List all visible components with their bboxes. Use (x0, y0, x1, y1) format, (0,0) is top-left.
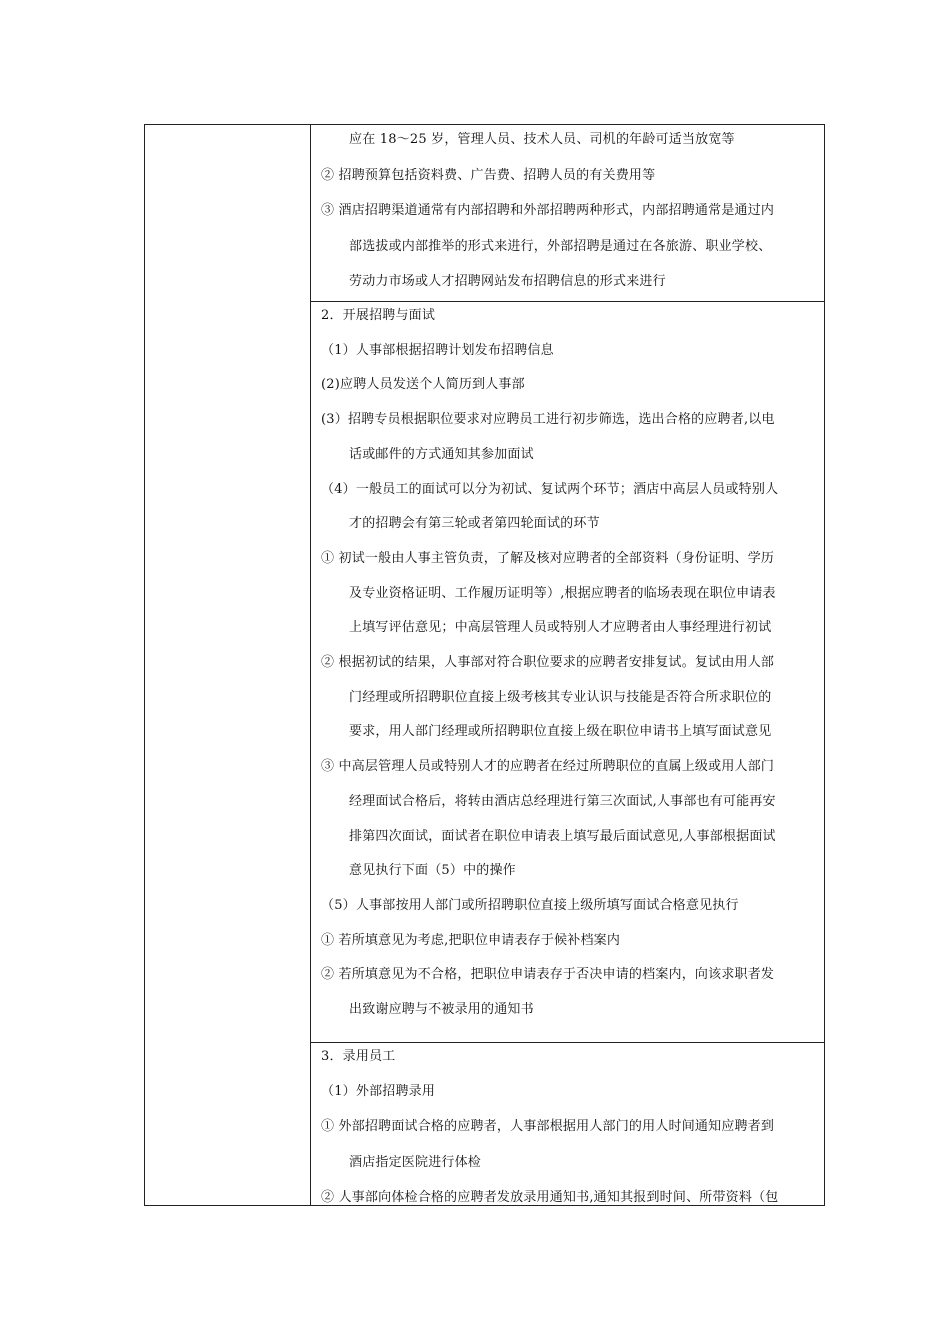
text-line: ① 初试一般由人事主管负责，了解及核对应聘者的全部资料（身份证明、学历 (321, 550, 775, 566)
text-line: (3）招聘专员根据职位要求对应聘员工进行初步筛选，选出合格的应聘者,以电 (321, 412, 775, 428)
text-line: 才的招聘会有第三轮或者第四轮面试的环节 (349, 516, 600, 532)
text-line: 部选拔或内部推举的形式来进行，外部招聘是通过在各旅游、职业学校、 (349, 238, 772, 254)
text-line: 上填写评估意见；中高层管理人员或特别人才应聘者由人事经理进行初试 (349, 620, 772, 636)
text-line: (2)应聘人员发送个人简历到人事部 (321, 377, 525, 393)
text-line: ③ 中高层管理人员或特别人才的应聘者在经过所聘职位的直属上级或用人部门 (321, 759, 775, 775)
text-line: ② 招聘预算包括资料费、广告费、招聘人员的有关费用等 (321, 167, 656, 183)
text-line: ② 根据初试的结果，人事部对符合职位要求的应聘者安排复试。复试由用人部 (321, 655, 775, 670)
text-line: 出致谢应聘与不被录用的通知书 (349, 1002, 534, 1017)
recruitment-table (144, 124, 825, 1206)
text-line: （1）人事部根据招聘计划发布招聘信息 (321, 342, 554, 358)
table-cell-section-1 (311, 125, 824, 301)
text-line: 2．开展招聘与面试 (321, 308, 436, 323)
text-line: 话或邮件的方式通知其参加面试 (349, 446, 534, 462)
text-line: ② 若所填意见为不合格，把职位申请表存于否决申请的档案内，向该求职者发 (321, 967, 775, 983)
text-line: （1）外部招聘录用 (321, 1084, 436, 1100)
text-line: 排第四次面试，面试者在职位申请表上填写最后面试意见,人事部根据面试 (349, 828, 776, 844)
text-line: 及专业资格证明、工作履历证明等）,根据应聘者的临场表现在职位申请表 (349, 585, 776, 601)
text-line: 劳动力市场或人才招聘网站发布招聘信息的形式来进行 (349, 274, 666, 290)
text-line: 酒店指定医院进行体检 (349, 1154, 482, 1170)
text-line: 经理面试合格后，将转由酒店总经理进行第三次面试,人事部也有可能再安 (349, 793, 776, 809)
text-line: ① 若所填意见为考虑,把职位申请表存于候补档案内 (321, 932, 621, 948)
text-line: 门经理或所招聘职位直接上级考核其专业认识与技能是否符合所求职位的 (349, 689, 772, 705)
text-line: ① 外部招聘面试合格的应聘者，人事部根据用人部门的用人时间通知应聘者到 (321, 1119, 775, 1135)
table-right-column (311, 125, 824, 1205)
text-line: （4）一般员工的面试可以分为初试、复试两个环节；酒店中高层人员或特别人 (321, 481, 779, 497)
text-line: 要求，用人部门经理或所招聘职位直接上级在职位申请书上填写面试意见 (349, 724, 772, 740)
text-line: （5）人事部按用人部门或所招聘职位直接上级所填写面试合格意见执行 (321, 897, 739, 913)
table-cell-section-3 (311, 1042, 824, 1207)
text-line: ③ 酒店招聘渠道通常有内部招聘和外部招聘两种形式，内部招聘通常是通过内 (321, 203, 775, 219)
text-line: ② 人事部向体检合格的应聘者发放录用通知书,通知其报到时间、所带资料（包 (321, 1189, 779, 1205)
text-line: 3．录用员工 (321, 1049, 396, 1064)
text-line: 应在 18～25 岁，管理人员、技术人员、司机的年龄可适当放宽等 (349, 132, 735, 147)
table-left-column (145, 125, 311, 1205)
text-line: 意见执行下面（5）中的操作 (349, 863, 516, 879)
table-cell-section-2 (311, 301, 824, 1042)
